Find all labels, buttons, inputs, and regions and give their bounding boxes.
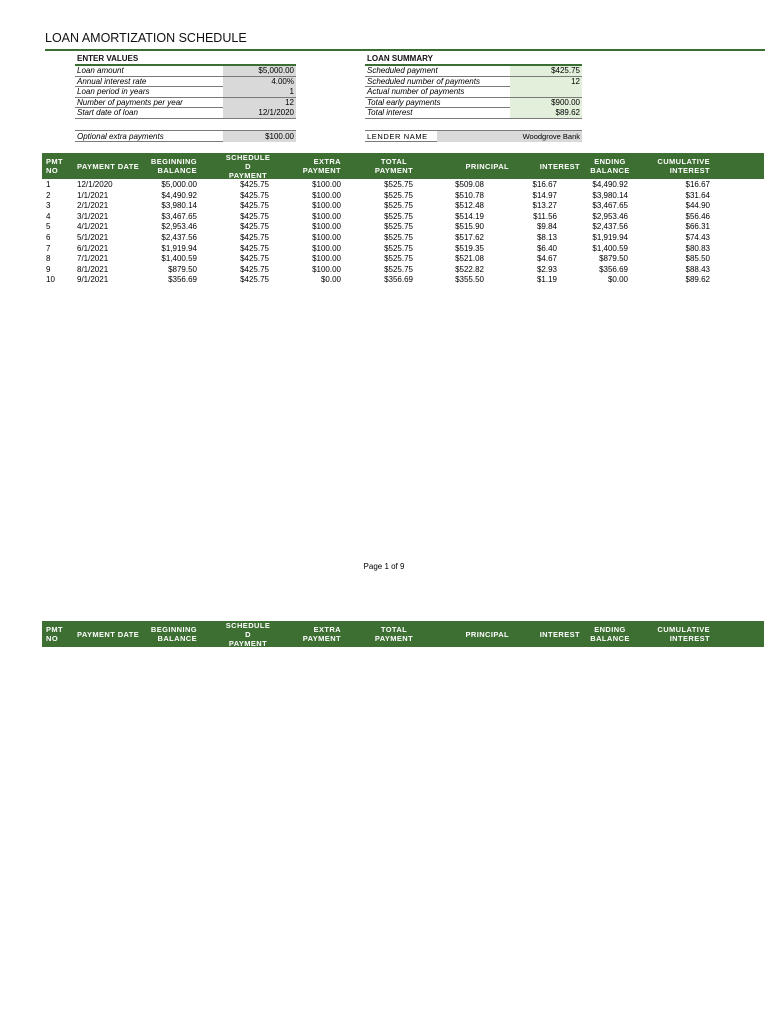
cell-interest: $14.97 bbox=[532, 190, 557, 200]
cell-extra-payment: $100.00 bbox=[312, 254, 341, 264]
loan-period-input[interactable]: 1 bbox=[223, 87, 296, 97]
cell-beginning-balance: $2,953.46 bbox=[161, 222, 197, 232]
summary-total-interest bbox=[365, 108, 582, 119]
cell-total-payment: $525.75 bbox=[384, 190, 413, 200]
cell-interest: $8.13 bbox=[536, 232, 557, 242]
cell-extra-payment: $100.00 bbox=[312, 232, 341, 242]
col-header-pmt-no: PMT NO bbox=[46, 157, 64, 175]
cell-payment-date: 4/1/2021 bbox=[77, 222, 109, 232]
col-header-beginning-balance: BEGINNING BALANCE bbox=[150, 157, 197, 175]
field-loan-amount bbox=[75, 66, 296, 77]
summary-label: Total early payments bbox=[367, 97, 441, 107]
cell-total-payment: $525.75 bbox=[384, 201, 413, 211]
field-label: Loan amount bbox=[77, 66, 124, 75]
cell-pmt-no: 3 bbox=[46, 201, 51, 211]
summary-total-early-payments bbox=[365, 98, 582, 109]
cell-interest: $4.67 bbox=[536, 254, 557, 264]
cell-scheduled-payment: $425.75 bbox=[240, 275, 269, 285]
cell-scheduled-payment: $425.75 bbox=[240, 211, 269, 221]
col-header-extra-payment: EXTRA PAYMENT bbox=[302, 157, 341, 175]
cell-ending-balance: $879.50 bbox=[599, 254, 628, 264]
loan-summary-heading: LOAN SUMMARY bbox=[367, 54, 433, 63]
field-payments-per-year bbox=[75, 98, 296, 109]
col-header-ending-balance: ENDING BALANCE bbox=[590, 625, 630, 643]
cell-payment-date: 5/1/2021 bbox=[77, 232, 109, 242]
col-header-payment-date: PAYMENT DATE bbox=[77, 629, 140, 639]
cell-beginning-balance: $4,490.92 bbox=[161, 190, 197, 200]
loan-amount-input[interactable]: $5,000.00 bbox=[223, 66, 296, 76]
summary-value: $425.75 bbox=[510, 66, 582, 76]
cell-total-payment: $525.75 bbox=[384, 254, 413, 264]
col-header-cumulative-interest: CUMULATIVE INTEREST bbox=[657, 625, 710, 643]
cell-extra-payment: $100.00 bbox=[312, 222, 341, 232]
cell-ending-balance: $3,980.14 bbox=[592, 190, 628, 200]
cell-extra-payment: $100.00 bbox=[312, 201, 341, 211]
extra-payments-input[interactable]: $100.00 bbox=[223, 131, 296, 142]
cell-pmt-no: 6 bbox=[46, 232, 51, 242]
summary-value: $900.00 bbox=[510, 98, 582, 108]
cell-principal: $514.19 bbox=[455, 211, 484, 221]
cell-payment-date: 7/1/2021 bbox=[77, 254, 109, 264]
page-title: LOAN AMORTIZATION SCHEDULE bbox=[45, 31, 247, 45]
cell-scheduled-payment: $425.75 bbox=[240, 232, 269, 242]
cell-interest: $16.67 bbox=[532, 180, 557, 189]
field-extra-payments bbox=[75, 130, 296, 142]
lender-name-label: LENDER NAME bbox=[367, 132, 428, 141]
table-row bbox=[42, 222, 764, 233]
cell-beginning-balance: $5,000.00 bbox=[161, 180, 197, 189]
cell-scheduled-payment: $425.75 bbox=[240, 190, 269, 200]
table-row bbox=[42, 244, 764, 255]
cell-pmt-no: 8 bbox=[46, 254, 51, 264]
cell-ending-balance: $1,400.59 bbox=[592, 243, 628, 253]
cell-beginning-balance: $879.50 bbox=[168, 264, 197, 274]
summary-label: Actual number of payments bbox=[367, 87, 465, 96]
cell-ending-balance: $356.69 bbox=[599, 264, 628, 274]
table-row bbox=[42, 212, 764, 223]
cell-total-payment: $525.75 bbox=[384, 222, 413, 232]
cell-principal: $522.82 bbox=[455, 264, 484, 274]
cell-cumulative-interest: $74.43 bbox=[685, 232, 710, 242]
col-header-payment-date: PAYMENT DATE bbox=[77, 161, 140, 171]
col-header-interest: INTEREST bbox=[539, 629, 580, 639]
cell-beginning-balance: $356.69 bbox=[168, 275, 197, 285]
col-header-pmt-no: PMT NO bbox=[46, 625, 64, 643]
summary-value: 12 bbox=[510, 77, 582, 87]
cell-scheduled-payment: $425.75 bbox=[240, 201, 269, 211]
cell-cumulative-interest: $88.43 bbox=[685, 264, 710, 274]
col-header-cumulative-interest: CUMULATIVE INTEREST bbox=[657, 157, 710, 175]
cell-scheduled-payment: $425.75 bbox=[240, 243, 269, 253]
cell-scheduled-payment: $425.75 bbox=[240, 222, 269, 232]
table-row bbox=[42, 265, 764, 276]
payments-per-year-input[interactable]: 12 bbox=[223, 98, 296, 108]
col-header-principal: PRINCIPAL bbox=[465, 629, 509, 639]
table-row bbox=[42, 191, 764, 202]
cell-beginning-balance: $3,467.65 bbox=[161, 211, 197, 221]
cell-interest: $2.93 bbox=[536, 264, 557, 274]
table-row bbox=[42, 275, 764, 286]
col-header-beginning-balance: BEGINNING BALANCE bbox=[150, 625, 197, 643]
cell-scheduled-payment: $425.75 bbox=[240, 254, 269, 264]
cell-pmt-no: 9 bbox=[46, 264, 51, 274]
cell-cumulative-interest: $44.90 bbox=[685, 201, 710, 211]
col-header-ending-balance: ENDING BALANCE bbox=[590, 157, 630, 175]
table-row bbox=[42, 180, 764, 191]
summary-actual-number bbox=[365, 87, 582, 98]
lender-name-row bbox=[365, 130, 582, 142]
field-label: Annual interest rate bbox=[77, 76, 147, 86]
col-header-scheduled-payment: SCHEDULE D PAYMENT bbox=[225, 620, 271, 648]
cell-interest: $11.56 bbox=[533, 211, 557, 221]
cell-ending-balance: $0.00 bbox=[607, 275, 628, 285]
cell-ending-balance: $1,919.94 bbox=[592, 232, 628, 242]
page-number: Page 1 of 9 bbox=[363, 562, 405, 571]
cell-total-payment: $525.75 bbox=[384, 211, 413, 221]
summary-label: Total interest bbox=[367, 108, 413, 117]
cell-cumulative-interest: $85.50 bbox=[685, 254, 710, 264]
start-date-input[interactable]: 12/1/2020 bbox=[223, 108, 296, 118]
col-header-extra-payment: EXTRA PAYMENT bbox=[302, 625, 341, 643]
cell-scheduled-payment: $425.75 bbox=[240, 180, 269, 189]
title-divider bbox=[45, 49, 765, 51]
col-header-total-payment: TOTAL PAYMENT bbox=[374, 157, 414, 175]
cell-extra-payment: $100.00 bbox=[312, 211, 341, 221]
cell-principal: $521.08 bbox=[455, 254, 484, 264]
cell-principal: $355.50 bbox=[455, 275, 484, 285]
summary-value bbox=[510, 87, 582, 97]
summary-label: Scheduled number of payments bbox=[367, 76, 480, 86]
cell-payment-date: 8/1/2021 bbox=[77, 264, 109, 274]
schedule-table-body bbox=[42, 180, 764, 286]
cell-principal: $512.48 bbox=[455, 201, 484, 211]
cell-total-payment: $525.75 bbox=[384, 243, 413, 253]
summary-value: $89.62 bbox=[510, 108, 582, 118]
cell-interest: $1.19 bbox=[536, 275, 557, 285]
enter-values-heading: ENTER VALUES bbox=[77, 54, 139, 63]
cell-cumulative-interest: $66.31 bbox=[685, 222, 710, 232]
field-start-date bbox=[75, 108, 296, 119]
cell-cumulative-interest: $16.67 bbox=[685, 180, 710, 189]
cell-extra-payment: $100.00 bbox=[312, 264, 341, 274]
cell-total-payment: $525.75 bbox=[384, 232, 413, 242]
field-interest-rate bbox=[75, 77, 296, 88]
cell-beginning-balance: $3,980.14 bbox=[161, 201, 197, 211]
field-label: Number of payments per year bbox=[77, 97, 183, 107]
cell-total-payment: $356.69 bbox=[384, 275, 413, 285]
cell-pmt-no: 1 bbox=[46, 180, 51, 189]
cell-ending-balance: $4,490.92 bbox=[592, 180, 628, 189]
cell-cumulative-interest: $31.64 bbox=[685, 190, 710, 200]
summary-scheduled-number bbox=[365, 77, 582, 88]
summary-scheduled-payment bbox=[365, 66, 582, 77]
col-header-principal: PRINCIPAL bbox=[465, 161, 509, 171]
cell-pmt-no: 4 bbox=[46, 211, 51, 221]
cell-interest: $9.84 bbox=[536, 222, 557, 232]
cell-payment-date: 9/1/2021 bbox=[77, 275, 109, 285]
col-header-scheduled-payment: SCHEDULE D PAYMENT bbox=[225, 152, 271, 180]
cell-extra-payment: $100.00 bbox=[312, 180, 341, 189]
table-row bbox=[42, 233, 764, 244]
cell-cumulative-interest: $56.46 bbox=[685, 211, 710, 221]
cell-principal: $509.08 bbox=[455, 180, 484, 189]
cell-pmt-no: 10 bbox=[46, 275, 55, 285]
cell-total-payment: $525.75 bbox=[384, 180, 413, 189]
field-loan-period bbox=[75, 87, 296, 98]
cell-scheduled-payment: $425.75 bbox=[240, 264, 269, 274]
cell-payment-date: 2/1/2021 bbox=[77, 201, 109, 211]
field-label: Optional extra payments bbox=[77, 132, 164, 141]
cell-pmt-no: 7 bbox=[46, 243, 51, 253]
cell-pmt-no: 5 bbox=[46, 222, 51, 232]
schedule-table-header-repeat bbox=[42, 621, 764, 647]
cell-beginning-balance: $1,400.59 bbox=[161, 254, 197, 264]
cell-interest: $6.40 bbox=[536, 243, 557, 253]
schedule-table-header bbox=[42, 153, 764, 179]
cell-payment-date: 6/1/2021 bbox=[77, 243, 109, 253]
cell-total-payment: $525.75 bbox=[384, 264, 413, 274]
cell-beginning-balance: $2,437.56 bbox=[161, 232, 197, 242]
cell-cumulative-interest: $89.62 bbox=[685, 275, 710, 285]
col-header-total-payment: TOTAL PAYMENT bbox=[374, 625, 414, 643]
cell-principal: $517.62 bbox=[455, 232, 484, 242]
cell-extra-payment: $100.00 bbox=[312, 190, 341, 200]
cell-ending-balance: $2,437.56 bbox=[592, 222, 628, 232]
table-row bbox=[42, 254, 764, 265]
cell-principal: $519.35 bbox=[455, 243, 484, 253]
cell-beginning-balance: $1,919.94 bbox=[161, 243, 197, 253]
cell-extra-payment: $100.00 bbox=[312, 243, 341, 253]
cell-ending-balance: $3,467.65 bbox=[592, 201, 628, 211]
summary-label: Scheduled payment bbox=[367, 66, 438, 75]
col-header-interest: INTEREST bbox=[539, 161, 580, 171]
field-label: Start date of loan bbox=[77, 108, 138, 117]
cell-payment-date: 1/1/2021 bbox=[77, 190, 109, 200]
table-row bbox=[42, 201, 764, 212]
cell-cumulative-interest: $80.83 bbox=[685, 243, 710, 253]
cell-interest: $13.27 bbox=[532, 201, 557, 211]
cell-payment-date: 3/1/2021 bbox=[77, 211, 109, 221]
cell-principal: $515.90 bbox=[455, 222, 484, 232]
interest-rate-input[interactable]: 4.00% bbox=[223, 77, 296, 87]
cell-extra-payment: $0.00 bbox=[320, 275, 341, 285]
cell-payment-date: 12/1/2020 bbox=[77, 180, 113, 189]
lender-name-input[interactable]: Woodgrove Bank bbox=[437, 131, 582, 142]
cell-ending-balance: $2,953.46 bbox=[592, 211, 628, 221]
cell-principal: $510.78 bbox=[455, 190, 484, 200]
field-label: Loan period in years bbox=[77, 87, 150, 96]
cell-pmt-no: 2 bbox=[46, 190, 51, 200]
